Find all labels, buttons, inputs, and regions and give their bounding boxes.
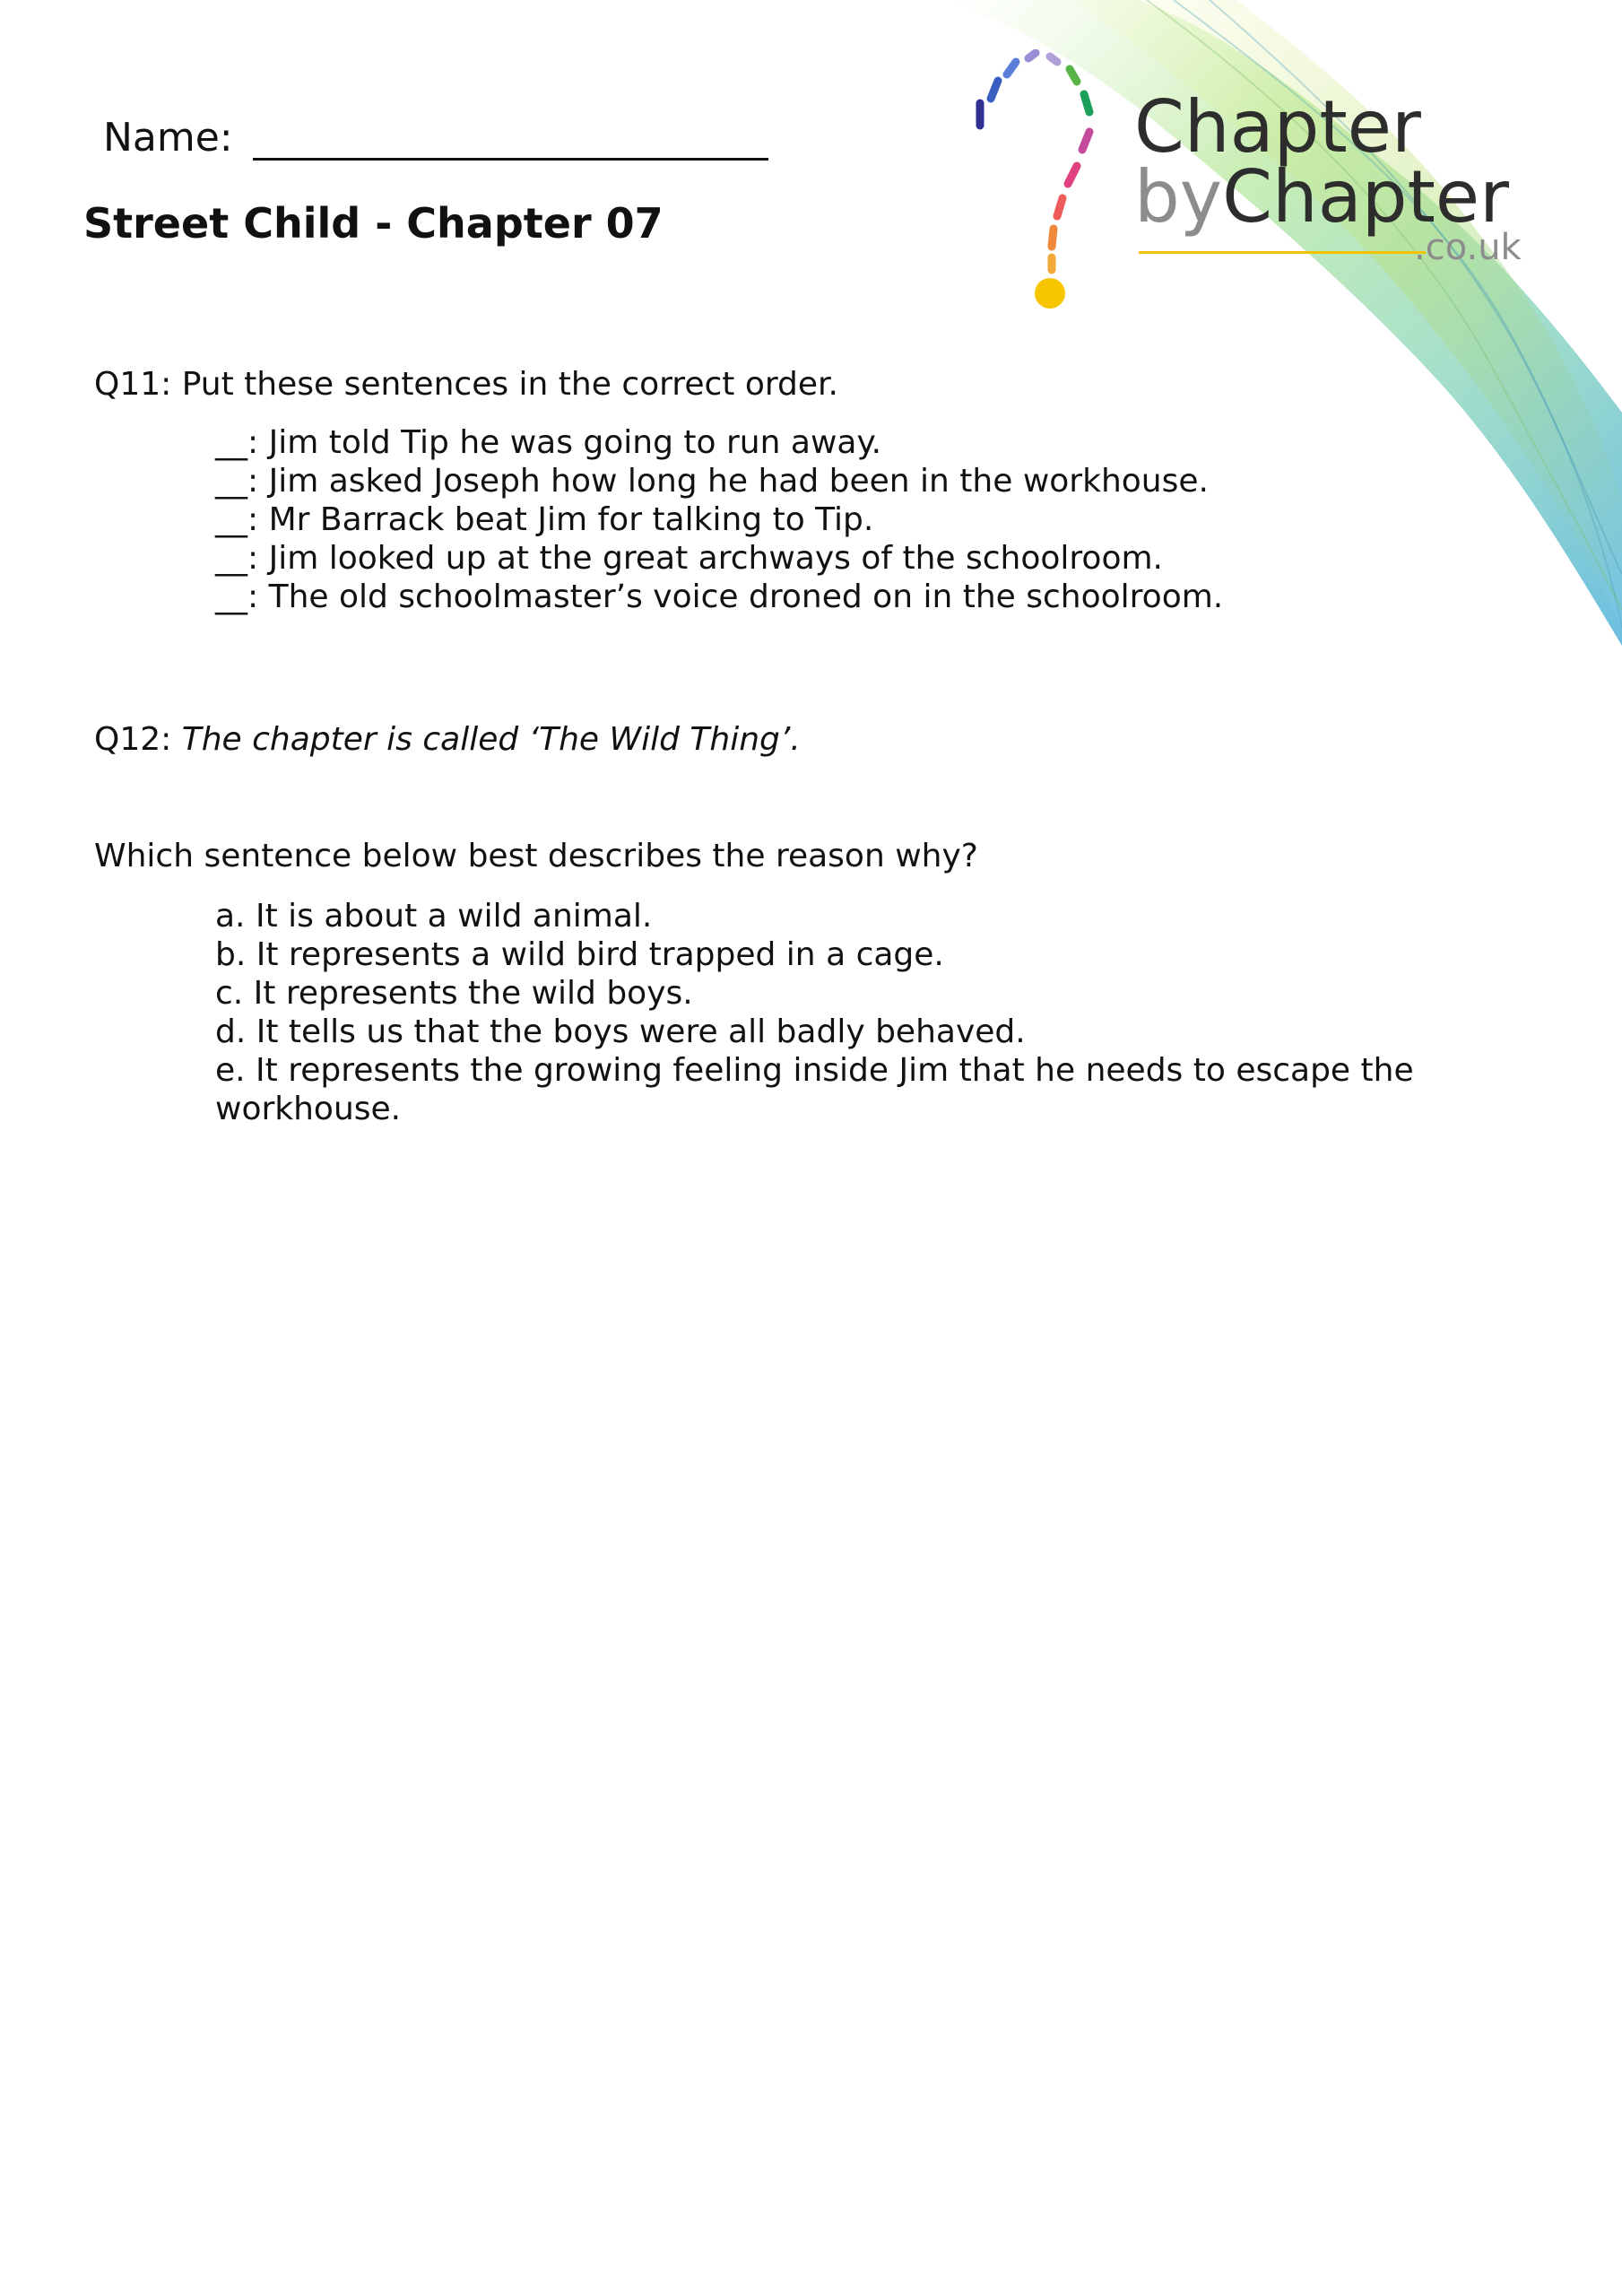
logo-chapter-text: Chapter xyxy=(1134,85,1421,169)
q12-option-item: d. It tells us that the boys were all badly behaved. xyxy=(215,1013,1026,1050)
logo-underline xyxy=(1139,251,1426,254)
q12-option-item: a. It is about a wild animal. xyxy=(215,898,653,935)
book-question-mark-icon xyxy=(964,49,1116,318)
logo-domain-text: .co.uk xyxy=(1414,227,1522,268)
chapter-by-chapter-logo xyxy=(964,49,1538,318)
q12-question: Which sentence below best describes the reason why? xyxy=(94,838,978,874)
q11-sentence-item: __: Jim told Tip he was going to run away. xyxy=(215,424,882,461)
q11-sentence-list xyxy=(215,423,1223,616)
q12-label: Q12: xyxy=(94,721,172,758)
name-label: Name: xyxy=(103,115,233,161)
q12-prompt xyxy=(94,721,801,758)
logo-by-text: by xyxy=(1134,155,1223,239)
q11-sentence-item: __: Jim looked up at the great archways of the schoolroom. xyxy=(215,540,1163,577)
q12-option-item: b. It represents a wild bird trapped in a cage. xyxy=(215,936,944,973)
q11-sentence-item: __: Mr Barrack beat Jim for talking to Tip. xyxy=(215,501,874,538)
q12-option-item: e. It represents the growing feeling inside Jim that he needs to escape the workhouse. xyxy=(215,1052,1414,1127)
logo-dot xyxy=(1035,278,1065,309)
q11-sentence-item: __: Jim asked Joseph how long he had been in the workhouse. xyxy=(215,463,1209,500)
q12-options-list xyxy=(215,897,1506,1128)
worksheet-title: Street Child - Chapter 07 xyxy=(83,199,664,248)
q12-option-item: c. It represents the wild boys. xyxy=(215,975,693,1012)
q12-statement: The chapter is called ‘The Wild Thing’. xyxy=(181,721,801,758)
q11-prompt: Q11: Put these sentences in the correct order. xyxy=(94,366,838,403)
name-field-row xyxy=(103,115,768,161)
logo-chapter-second-text: Chapter xyxy=(1222,155,1509,239)
q11-sentence-item: __: The old schoolmaster’s voice droned on in the schoolroom. xyxy=(215,578,1224,615)
name-blank-line xyxy=(253,118,768,161)
